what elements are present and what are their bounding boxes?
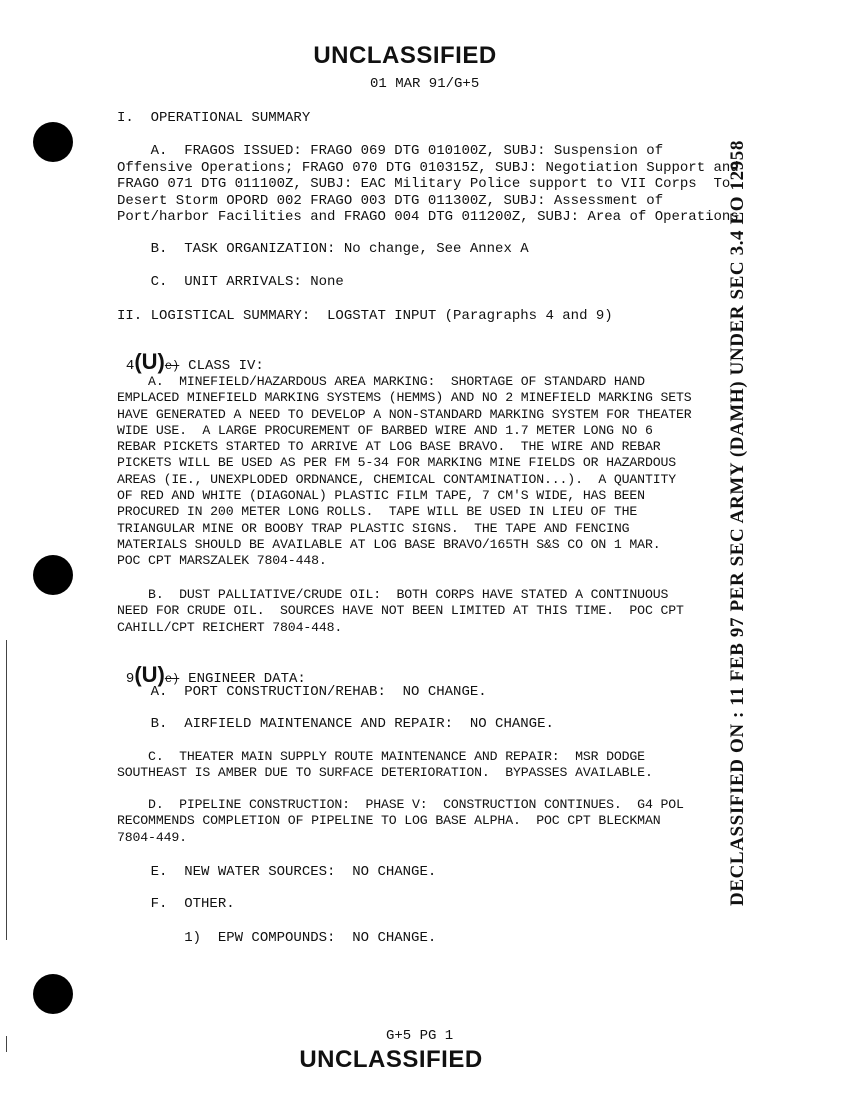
report-date: 01 MAR 91/G+5: [370, 76, 480, 92]
class-iv-marking: (U): [134, 349, 165, 374]
para-9b-airfield: B. AIRFIELD MAINTENANCE AND REPAIR: NO CHANGE.: [117, 716, 554, 732]
engineer-struck-marking: e): [164, 672, 180, 686]
para-ii-4b-dust-palliative: B. DUST PALLIATIVE/CRUDE OIL: BOTH CORPS HAVE STATED A CONTINUOUS NEED FOR CRUDE OIL. SOURCES HAVE NOT BEEN LIMITED AT THIS TIME. POC CPT CAHILL/CPT REICHERT 7804-448.: [117, 587, 684, 635]
para-9f1-epw: 1) EPW COMPOUNDS: NO CHANGE.: [117, 930, 437, 946]
punch-hole-top: [33, 122, 73, 162]
para-i-c-unit-arrivals: C. UNIT ARRIVALS: None: [117, 274, 344, 290]
section-i-heading: I. OPERATIONAL SUMMARY: [117, 110, 311, 126]
class-iv-title: CLASS IV:: [188, 358, 264, 374]
punch-hole-bottom: [33, 974, 73, 1014]
section-ii-heading: II. LOGISTICAL SUMMARY: LOGSTAT INPUT (Paragraphs 4 and 9): [117, 308, 613, 324]
top-classification-banner: UNCLASSIFIED: [313, 42, 497, 69]
bottom-classification-banner: UNCLASSIFIED: [299, 1046, 483, 1073]
para-9f-other: F. OTHER.: [117, 896, 235, 912]
para-9d-pipeline: D. PIPELINE CONSTRUCTION: PHASE V: CONSTRUCTION CONTINUES. G4 POL RECOMMENDS COMPLETION OF PIPELINE TO LOG BASE ALPHA. POC CPT BLECKMAN 7804-449.: [117, 797, 684, 845]
engineer-data-heading: [117, 646, 306, 688]
engineer-title: ENGINEER DATA:: [188, 671, 306, 687]
para-i-b-task-org: B. TASK ORGANIZATION: No change, See Annex A: [117, 241, 529, 257]
page-number: G+5 PG 1: [386, 1028, 454, 1044]
class-iv-struck-marking: e): [164, 359, 180, 373]
para-i-a-fragos: A. FRAGOS ISSUED: FRAGO 069 DTG 010100Z, SUBJ: Suspension of Offensive Operations; FRAGO 070 DTG 010315Z, SUBJ: Negotiation Support and FRAGO 071 DTG 011100Z, SUBJ: EAC Military Police support to VII Corps To Desert Storm OPORD 002 FRAGO 003 DTG 011300Z, SUBJ: Assessment of Port/harbor Facilities and FRAGO 004 DTG 011200Z, SUBJ: Area of Operations: [117, 143, 739, 225]
para-9c-msr: C. THEATER MAIN SUPPLY ROUTE MAINTENANCE AND REPAIR: MSR DODGE SOUTHEAST IS AMBER DUE TO SURFACE DETERIORATION. BYPASSES AVAILABLE.: [117, 749, 653, 781]
class-iv-number: 4: [125, 358, 135, 374]
declassification-stamp: DECLASSIFIED ON : 11 FEB 97 PER SEC ARMY (DAMH) UNDER SEC 3.4 EO 12958: [727, 140, 748, 906]
para-9e-water: E. NEW WATER SOURCES: NO CHANGE.: [117, 864, 437, 880]
engineer-number: 9: [125, 671, 135, 687]
para-9a-port: A. PORT CONSTRUCTION/REHAB: NO CHANGE.: [117, 684, 487, 700]
engineer-marking: (U): [134, 662, 165, 687]
scan-edge-line: [6, 640, 7, 940]
para-ii-4a-minefield-marking: A. MINEFIELD/HAZARDOUS AREA MARKING: SHORTAGE OF STANDARD HAND EMPLACED MINEFIELD MARKING SYSTEMS (HEMMS) AND NO 2 MINEFIELD MARKING SETS HAVE GENERATED A NEED TO DEVELOP A NON-STANDARD MARKING SYSTEM FOR THEATER WIDE USE. A LARGE PROCUREMENT OF BARBED WIRE AND 1.7 METER LONG NO 6 REBAR PICKETS STARTED TO ARRIVE AT LOG BASE BRAVO. THE WIRE AND REBAR PICKETS WILL BE USED AS PER FM 5-34 FOR MARKING MINE FIELDS OR HAZARDOUS AREAS (IE., UNEXPLODED ORDNANCE, CHEMICAL CONTAMINATION...). A QUANTITY OF RED AND WHITE (DIAGONAL) PLASTIC FILM TAPE, 7 CM'S WIDE, HAS BEEN PROCURED IN 200 METER LONG ROLLS. TAPE WILL BE USED IN LIEU OF THE TRIANGULAR MINE OR BOOBY TRAP PLASTIC SIGNS. THE TAPE AND FENCING MATERIALS SHOULD BE AVAILABLE AT LOG BASE BRAVO/165TH S&S CO ON 1 MAR. POC CPT MARSZALEK 7804-448.: [117, 374, 692, 569]
punch-hole-middle: [33, 555, 73, 595]
class-iv-heading: [117, 333, 264, 375]
